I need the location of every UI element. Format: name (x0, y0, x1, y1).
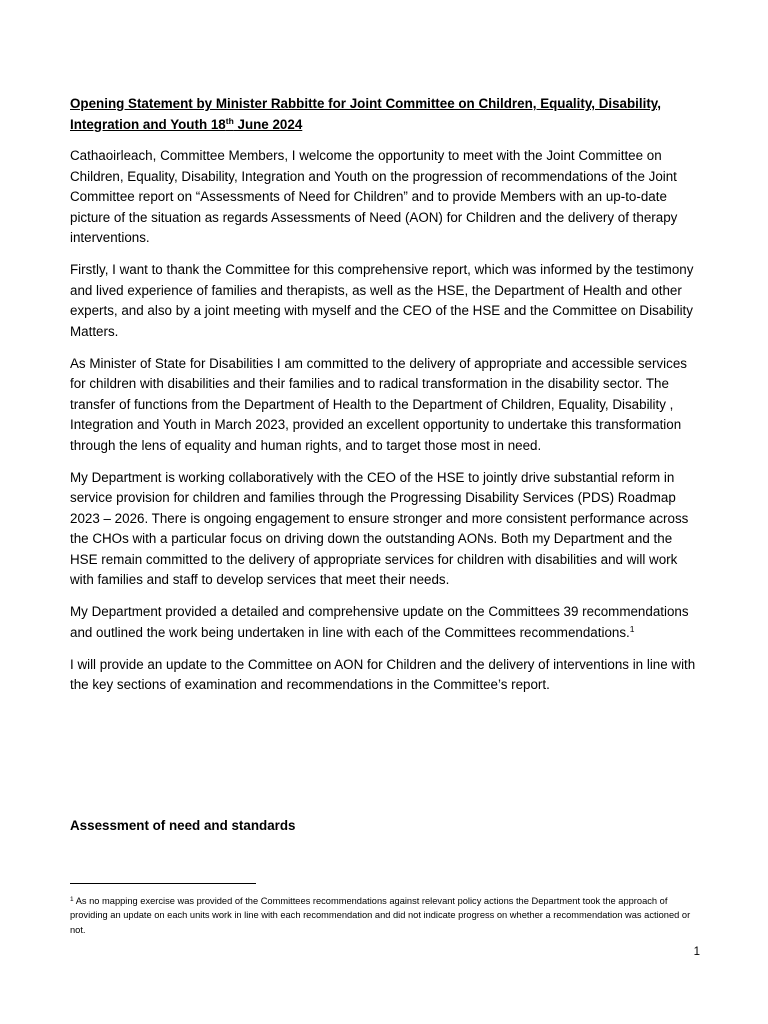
footnote-mark: 1 (70, 896, 74, 903)
footnote-reference[interactable]: 1 (629, 623, 635, 634)
paragraph-5 (70, 602, 702, 643)
title-superscript: th (225, 115, 234, 126)
footnote (70, 894, 700, 937)
section-heading: Assessment of need and standards (70, 818, 296, 833)
paragraph-3: As Minister of State for Disabilities I am committed to the delivery of appropriate and accessible services for children with disabilities and their families and to radical transformation in the disability sector. The transfer of functions from the Department of Health to the Department of Children, Equality, Disability , Integration and Youth in March 2023, provided an excellent opportunity to undertake this transformation through the lens of equality and human rights, and to target those most in need. (70, 355, 687, 453)
document-body (70, 146, 702, 707)
footnote-separator (70, 883, 256, 884)
footnote-text: As no mapping exercise was provided of the Committees recommendations against relevant policy actions the Department took the approach of providing an update on each units work in line with each recommendation and did not indicate progress on whether a recommendation was actioned or not. (70, 896, 691, 935)
document-title (70, 94, 700, 135)
paragraph-1: Cathaoirleach, Committee Members, I welcome the opportunity to meet with the Joint Committee on Children, Equality, Disability, Integration and Youth on the progression of recommendations of the Joint Committee report on “Assessments of Need for Children” and to provide Members with an up-to-date picture of the situation as regards Assessments of Need (AON) for Children and the delivery of therapy interventions. (70, 148, 678, 245)
paragraph-4: My Department is working collaboratively with the CEO of the HSE to jointly drive substantial reform in service provision for children and families through the Progressing Disability Services (PDS) Roadmap 2023 – 2026. There is ongoing engagement to ensure stronger and more consistent performance across the CHOs with a particular focus on driving down the outstanding AONs. Both my Department and the HSE remain committed to the delivery of appropriate services for children with disabilities and will work with families and staff to develop services that meet their needs. (70, 469, 689, 587)
paragraph-5-text: My Department provided a detailed and comprehensive update on the Committees 39 recommendations and outlined the work being undertaken in line with each of the Committees recommendations. (70, 604, 689, 640)
paragraph-6: I will provide an update to the Committee on AON for Children and the delivery of interventions in line with the key sections of examination and recommendations in the Committee’s report. (70, 656, 696, 692)
paragraph-2: Firstly, I want to thank the Committee for this comprehensive report, which was informed by the testimony and lived experience of families and therapists, as well as the HSE, the Department of Health and other experts, and also by a joint meeting with myself and the CEO of the HSE and the Committee on Disability Matters. (70, 262, 694, 339)
page-number: 1 (693, 946, 700, 958)
title-text: Opening Statement by Minister Rabbitte for Joint Committee on Children, Equality, Disability, Integration and Youth 18 (70, 96, 661, 132)
title-suffix: June 2024 (233, 116, 303, 132)
